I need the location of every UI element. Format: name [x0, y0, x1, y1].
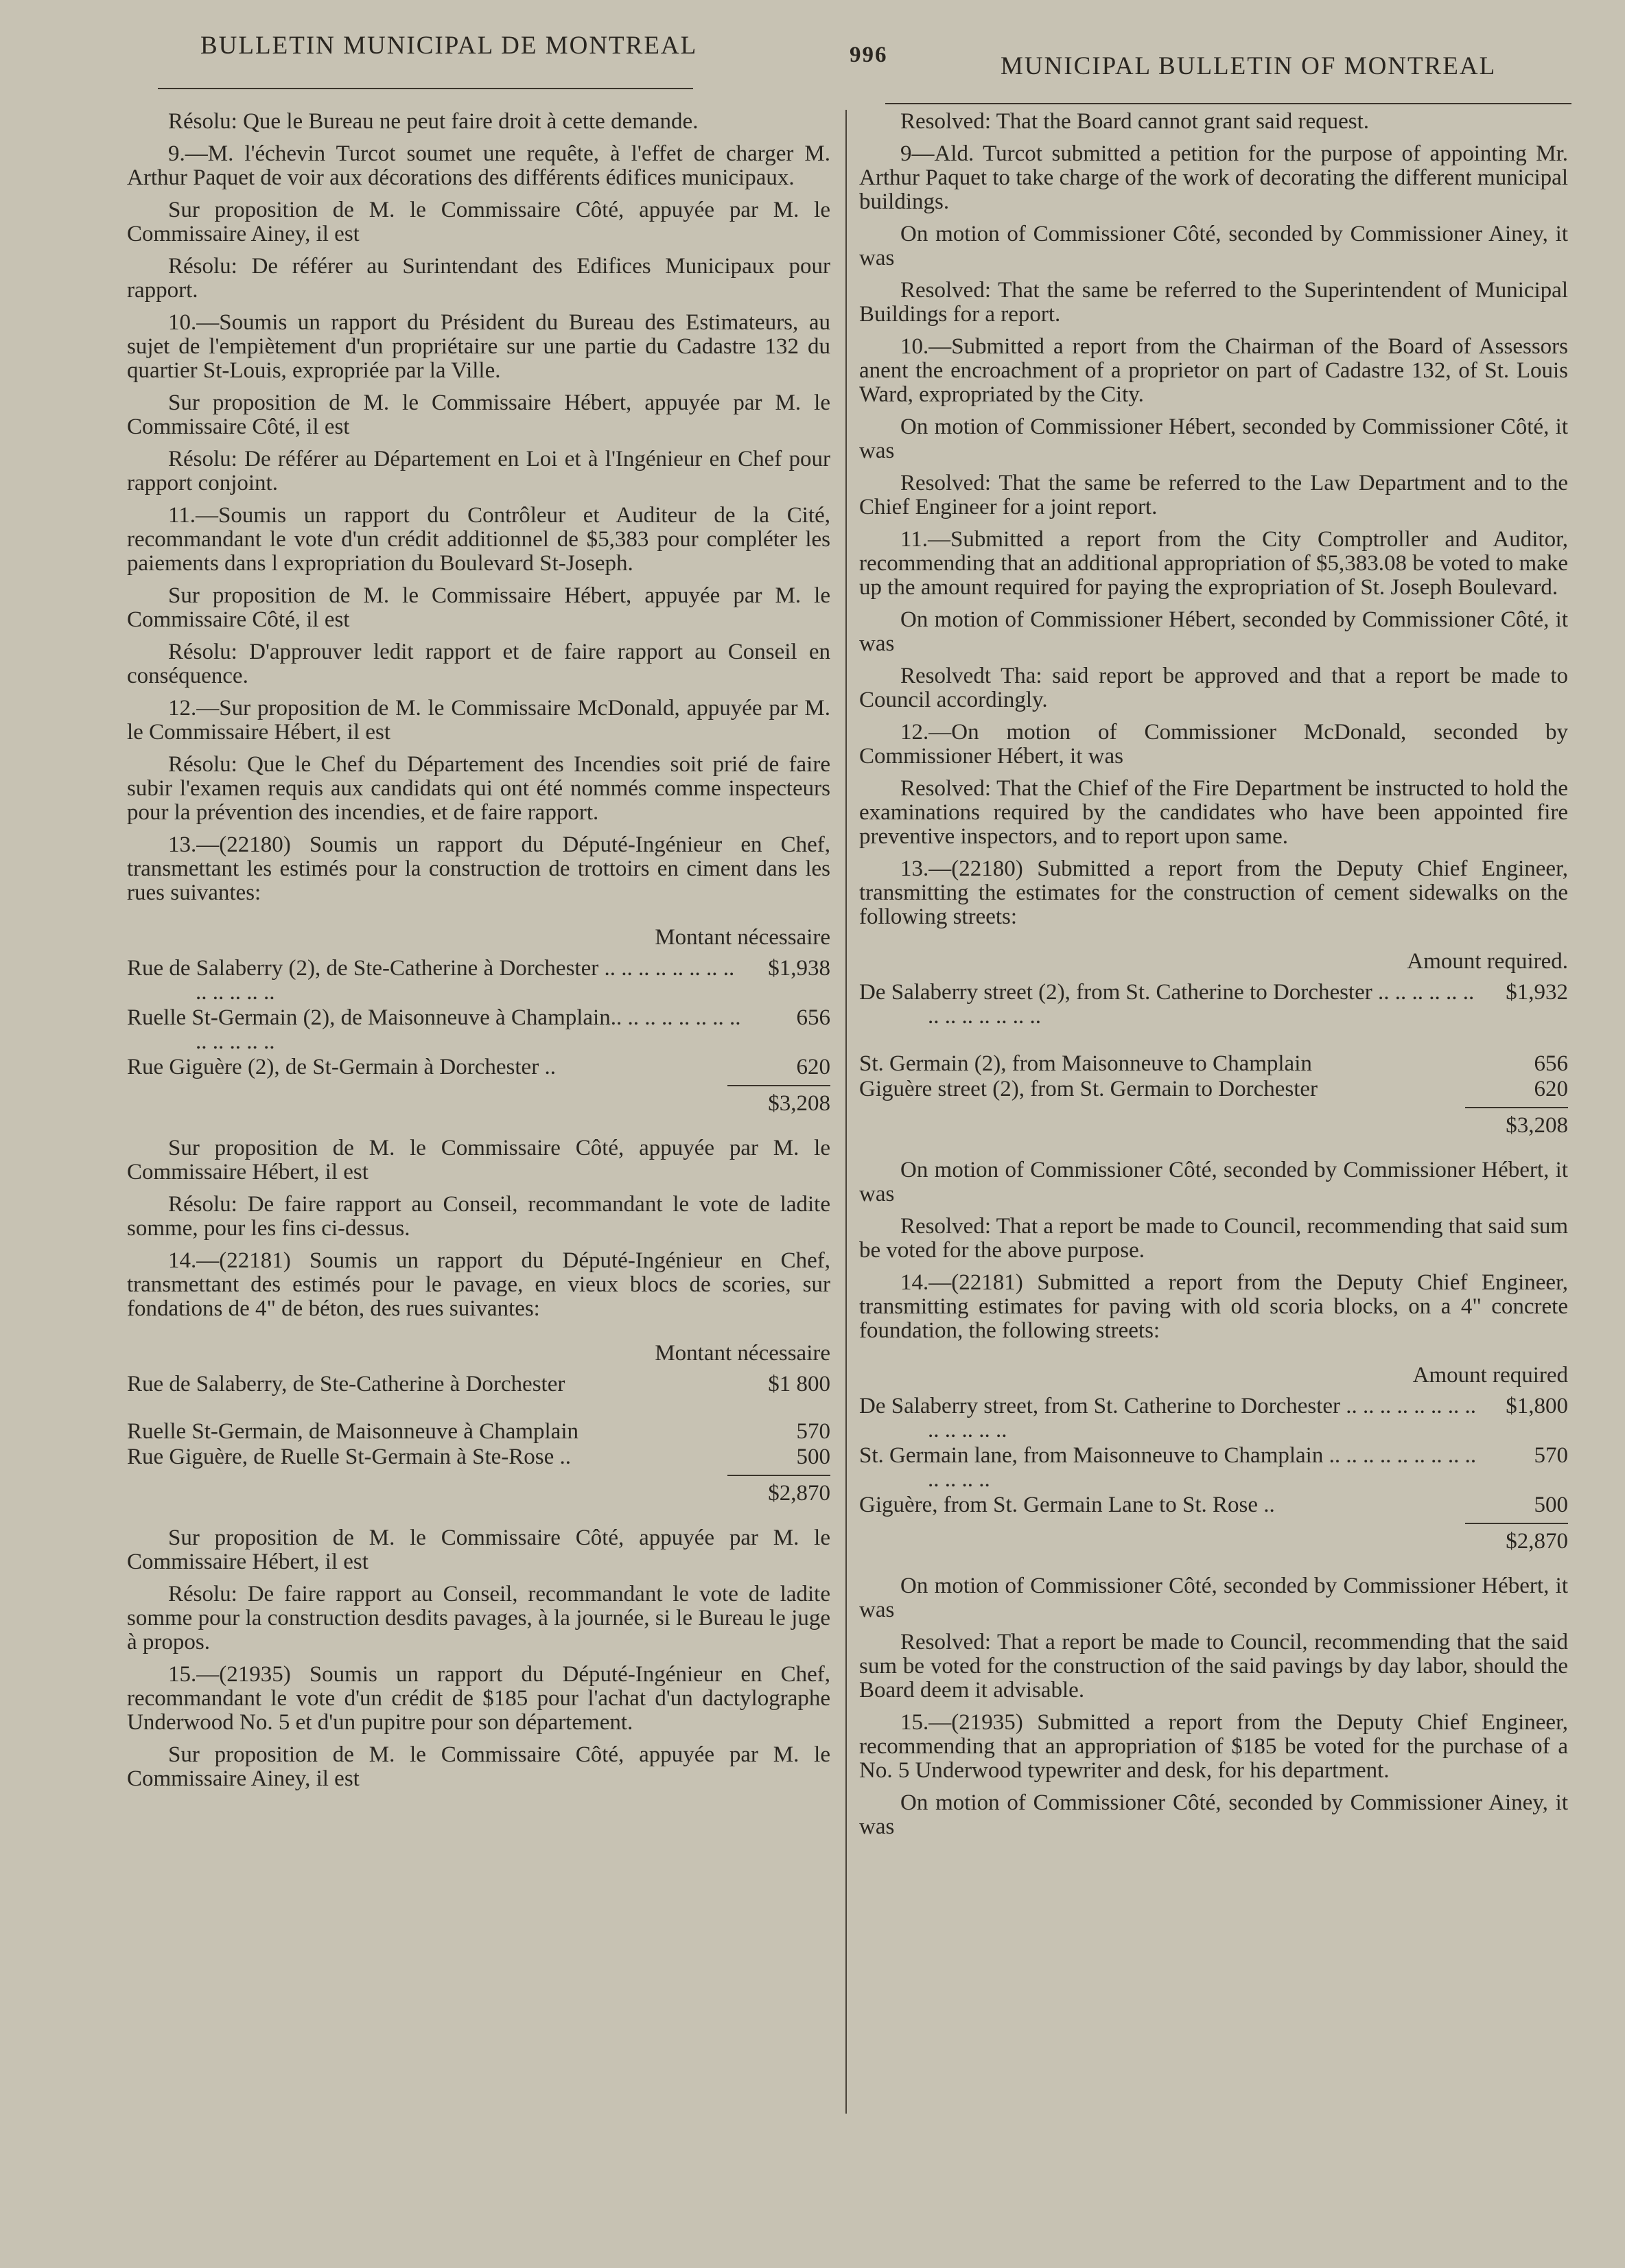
street-description: St. Germain lane, from Maisonneuve to Champlain .. .. .. .. .. .. .. .. .. .. .. .. ..: [859, 1443, 1477, 1492]
street-description: De Salaberry street, from St. Catherine to Dorchester .. .. .. .. .. .. .. .. .. .. .. .. ..: [859, 1394, 1477, 1442]
paragraph: 14.—(22181) Soumis un rapport du Député-Ingénieur en Chef, transmettant des estimés pour le pavage, en vieux blocs de scories, sur fondations de 4" de béton, des rues suivantes:: [127, 1248, 830, 1321]
paragraph: 13.—(22180) Submitted a report from the Deputy Chief Engineer, transmitting the estimates for the construction of cement sidewalks on the following streets:: [859, 856, 1568, 929]
amount: 620: [796, 1055, 830, 1079]
page-number: 996: [850, 43, 888, 67]
amount: $1,932: [1506, 980, 1568, 1005]
paragraph: On motion of Commissioner Hébert, seconded by Commissioner Côté, it was: [859, 607, 1568, 656]
street-description: Ruelle St-Germain (2), de Maisonneuve à Champlain.. .. .. .. .. .. .. .. .. .. .. .. ..: [127, 1005, 741, 1054]
estimate-row: [127, 1372, 830, 1396]
amount: 500: [796, 1445, 830, 1469]
column-divider: [845, 110, 847, 2114]
street-description: De Salaberry street (2), from St. Catherine to Dorchester .. .. .. .. .. .. .. .. .. .. .. .. ..: [859, 980, 1475, 1029]
street-description: Rue Giguère (2), de St-Germain à Dorchester ..: [127, 1055, 556, 1079]
total-rule: [727, 1085, 830, 1086]
paragraph: Résolu: De référer au Surintendant des Edifices Municipaux pour rapport.: [127, 254, 830, 303]
estimate-row: [859, 981, 1568, 1029]
amount: $1,938: [768, 956, 830, 981]
paragraph: 10.—Submitted a report from the Chairman of the Board of Assessors anent the encroachment of a proprietor on part of Cadastre 132, of St. Louis Ward, expropriated by the City.: [859, 334, 1568, 407]
paragraph: 10.—Soumis un rapport du Président du Bureau des Estimateurs, au sujet de l'empiètement d'un propriétaire sur une partie du Cadastre 132 du quartier St-Louis, expropriée par la Ville.: [127, 310, 830, 383]
total-amount: $2,870: [768, 1481, 830, 1506]
estimate-row: [859, 1444, 1568, 1492]
paragraph: 15.—(21935) Submitted a report from the Deputy Chief Engineer, recommending that an appropriation of $185 be voted for the purchase of a No. 5 Underwood typewriter and desk, for his department.: [859, 1710, 1568, 1783]
paragraph: Resolved: That a report be made to Council, recommending that said sum be voted for the above purpose.: [859, 1214, 1568, 1263]
spacer: [859, 1030, 1568, 1051]
amount: 500: [1534, 1493, 1568, 1517]
paragraph: Sur proposition de M. le Commissaire Côté, appuyée par M. le Commissaire Hébert, il est: [127, 1136, 830, 1184]
paragraph: 11.—Soumis un rapport du Contrôleur et Auditeur de la Cité, recommandant le vote d'un crédit additionnel de $5,383 pour compléter les paiements dans l expropriation du Boulevard St-Joseph.: [127, 503, 830, 576]
estimate-row: [859, 1394, 1568, 1442]
street-description: Rue de Salaberry (2), de Ste-Catherine à Dorchester .. .. .. .. .. .. .. .. .. .. .. .. ..: [127, 956, 735, 1005]
amount-heading: Amount required: [1412, 1363, 1568, 1388]
estimate-row: [859, 1077, 1568, 1101]
paragraph: On motion of Commissioner Hébert, seconded by Commissioner Côté, it was: [859, 414, 1568, 463]
paragraph: Sur proposition de M. le Commissaire Hébert, appuyée par M. le Commissaire Côté, il est: [127, 583, 830, 632]
paragraph: 11.—Submitted a report from the City Comptroller and Auditor, recommending that an additional appropriation of $5,383.08 be voted to make up the amount required for paying the expropriation of St. Joseph Boulevard.: [859, 527, 1568, 600]
french-column: [127, 110, 830, 1799]
header-rule-left: [158, 88, 693, 89]
estimate-row: [127, 957, 830, 1005]
paragraph: Sur proposition de M. le Commissaire Côté, appuyée par M. le Commissaire Hébert, il est: [127, 1525, 830, 1574]
paragraph: Résolu: De faire rapport au Conseil, recommandant le vote de ladite somme pour la construction desdits pavages, à la journée, si le Bureau le juge à propos.: [127, 1582, 830, 1655]
amount: 570: [1534, 1443, 1568, 1468]
estimate-row: [127, 1445, 830, 1469]
street-description: Rue de Salaberry, de Ste-Catherine à Dorchester: [127, 1372, 565, 1396]
estimate-row: [859, 1052, 1568, 1076]
total-rule: [727, 1475, 830, 1476]
spacer: [127, 1398, 830, 1418]
header-right-title: MUNICIPAL BULLETIN OF MONTREAL: [1001, 52, 1497, 80]
paragraph: Résolu: De référer au Département en Loi et à l'Ingénieur en Chef pour rapport conjoint.: [127, 447, 830, 495]
header-left-title: BULLETIN MUNICIPAL DE MONTREAL: [200, 32, 698, 60]
amount-heading: Amount required.: [1407, 949, 1568, 974]
paragraph: On motion of Commissioner Côté, seconded by Commissioner Hébert, it was: [859, 1574, 1568, 1622]
paragraph: Sur proposition de M. le Commissaire Côté, appuyée par M. le Commissaire Ainey, il est: [127, 198, 830, 246]
paragraph: 13.—(22180) Soumis un rapport du Député-Ingénieur en Chef, transmettant les estimés pour la construction de trottoirs en ciment dans les rues suivantes:: [127, 832, 830, 905]
amount-heading: Montant nécessaire: [655, 925, 830, 950]
total-amount: $3,208: [768, 1091, 830, 1116]
total-rule: [1465, 1107, 1568, 1108]
paragraph: 12.—Sur proposition de M. le Commissaire McDonald, appuyée par M. le Commissaire Hébert, il est: [127, 696, 830, 745]
amount: 620: [1534, 1077, 1568, 1101]
paragraph: 14.—(22181) Submitted a report from the Deputy Chief Engineer, transmitting estimates for paving with old scoria blocks, on a 4" concrete foundation, the following streets:: [859, 1270, 1568, 1343]
estimate-row: [127, 1006, 830, 1054]
street-description: Ruelle St-Germain, de Maisonneuve à Champlain: [127, 1419, 579, 1444]
header-rule-right: [885, 103, 1571, 104]
amount: 656: [1534, 1051, 1568, 1076]
amount-heading: Montant nécessaire: [655, 1341, 830, 1366]
paragraph: Résolu: Que le Chef du Département des Incendies soit prié de faire subir l'examen requis aux candidats qui ont été nommés comme inspecteurs pour la prévention des incendies, et de faire rapport.: [127, 752, 830, 825]
street-description: Rue Giguère, de Ruelle St-Germain à Ste-Rose ..: [127, 1445, 571, 1469]
paragraph: 15.—(21935) Soumis un rapport du Député-Ingénieur en Chef, recommandant le vote d'un crédit de $185 pour l'achat d'un dactylographe Underwood No. 5 et d'un pupitre pour son département.: [127, 1662, 830, 1735]
total-rule: [1465, 1523, 1568, 1524]
paragraph: Résolu: De faire rapport au Conseil, recommandant le vote de ladite somme, pour les fins ci-dessus.: [127, 1192, 830, 1241]
paragraph: Resolvedt Tha: said report be approved and that a report be made to Council accordingly.: [859, 664, 1568, 712]
paragraph: Resolved: That the Chief of the Fire Department be instructed to hold the examinations required by the candidates who have been appointed fire preventive inspectors, and to report upon same.: [859, 776, 1568, 849]
total-amount: $2,870: [1506, 1529, 1568, 1554]
paragraph: Sur proposition de M. le Commissaire Hébert, appuyée par M. le Commissaire Côté, il est: [127, 390, 830, 439]
amount: 570: [796, 1419, 830, 1444]
paragraph: On motion of Commissioner Côté, seconded by Commissioner Ainey, it was: [859, 222, 1568, 270]
amount: 656: [796, 1005, 830, 1030]
estimate-row: [859, 1493, 1568, 1517]
amount: $1,800: [1506, 1394, 1568, 1418]
english-column: [859, 110, 1568, 1847]
paragraph: On motion of Commissioner Côté, seconded by Commissioner Ainey, it was: [859, 1790, 1568, 1839]
paragraph: 9—Ald. Turcot submitted a petition for the purpose of appointing Mr. Arthur Paquet to take charge of the work of decorating the different municipal buildings.: [859, 141, 1568, 214]
paragraph: On motion of Commissioner Côté, seconded by Commissioner Hébert, it was: [859, 1158, 1568, 1206]
estimate-row: [127, 1420, 830, 1444]
paragraph: 9.—M. l'échevin Turcot soumet une requête, à l'effet de charger M. Arthur Paquet de voir aux décorations des différents édifices municipaux.: [127, 141, 830, 190]
paragraph: Résolu: D'approuver ledit rapport et de faire rapport au Conseil en conséquence.: [127, 640, 830, 688]
estimate-row: [127, 1055, 830, 1079]
paragraph: Resolved: That a report be made to Council, recommending that the said sum be voted for the construction of the said pavings by day labor, should the Board deem it advisable.: [859, 1630, 1568, 1703]
amount: $1 800: [768, 1372, 830, 1396]
paragraph: Résolu: Que le Bureau ne peut faire droit à cette demande.: [168, 109, 699, 134]
street-description: Giguère, from St. Germain Lane to St. Rose ..: [859, 1493, 1275, 1517]
total-amount: $3,208: [1506, 1113, 1568, 1138]
paragraph: Sur proposition de M. le Commissaire Côté, appuyée par M. le Commissaire Ainey, il est: [127, 1742, 830, 1791]
street-description: St. Germain (2), from Maisonneuve to Champlain: [859, 1051, 1312, 1076]
paragraph: 12.—On motion of Commissioner McDonald, seconded by Commissioner Hébert, it was: [859, 720, 1568, 769]
paragraph: Resolved: That the same be referred to the Law Department and to the Chief Engineer for a joint report.: [859, 471, 1568, 519]
paragraph: Resolved: That the Board cannot grant said request.: [900, 109, 1370, 134]
paragraph: Resolved: That the same be referred to the Superintendent of Municipal Buildings for a report.: [859, 278, 1568, 327]
street-description: Giguère street (2), from St. Germain to Dorchester: [859, 1077, 1318, 1101]
